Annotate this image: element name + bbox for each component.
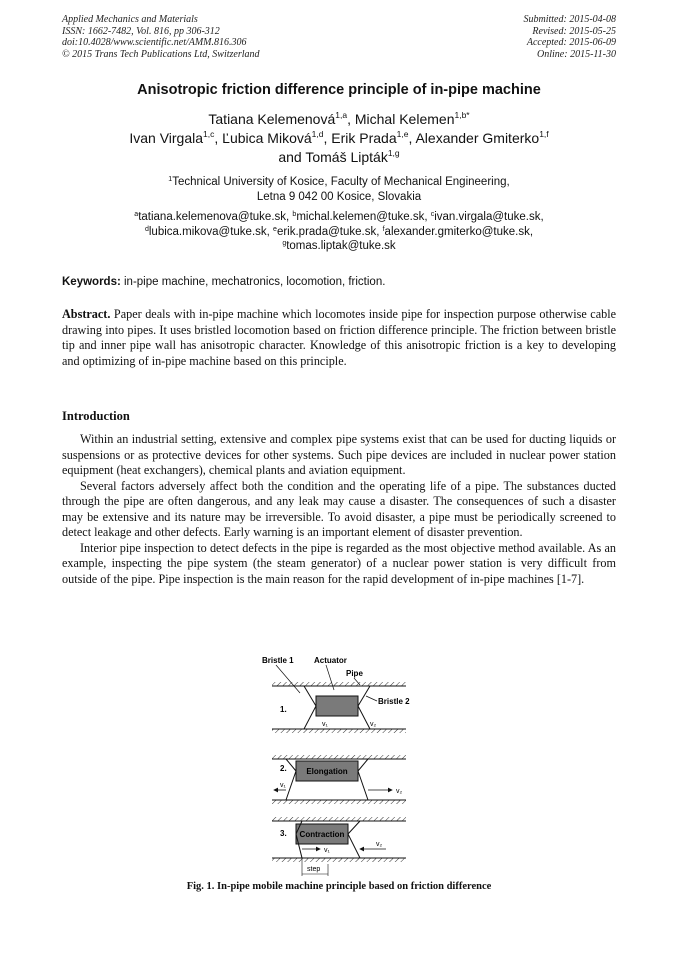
author-sup: 1,f	[539, 129, 549, 139]
author-sup: 1,e	[396, 129, 409, 139]
author-name: Tomáš Lipták	[305, 149, 388, 165]
stage-1	[272, 682, 410, 733]
abstract-label: Abstract.	[62, 307, 111, 321]
email-link[interactable]: alexander.gmiterko@tuke.sk	[384, 225, 530, 238]
author-name: Ľubica Miková	[222, 130, 312, 146]
affiliation-line1: Technical University of Kosice, Faculty of Mechanical Engineering,	[172, 176, 510, 188]
abstract-text: Paper deals with in-pipe machine which locomotes inside pipe for inspection purpose otherwise cable drawing into pipes. It uses bristled locomotion based on friction difference principle. The friction between bristle tip and inner pipe wall has anisotropic character. Knowledge of this anisotropic friction is a key to developing and optimizing of in-pipe machine based on this principle.	[62, 307, 616, 368]
label-actuator: Actuator	[314, 656, 347, 665]
author-sup: 1,c	[203, 129, 215, 139]
affiliation	[40, 175, 638, 205]
stage-number: 2.	[280, 764, 287, 773]
author-name: Erik Prada	[331, 130, 397, 146]
paragraph: Interior pipe inspection to detect defects in the pipe is regarded as the most objective method available. As an example, inspecting the pipe system (the steam generator) of a nuclear power station is very difficult from outside of the pipe. Pipe inspection is the main reason for the rapid development of in-pipe machines [1-7].	[62, 540, 616, 586]
author-name: Alexander Gmiterko	[415, 130, 540, 146]
email-link[interactable]: tomas.liptak@tuke.sk	[286, 240, 396, 252]
stage-number: 3.	[280, 829, 287, 838]
author-sup: 1,g	[387, 148, 400, 158]
paragraph: Within an industrial setting, extensive and complex pipe systems exist that can be used for ducting liquids or suspensions or as protective devices for other systems. Such pipe devices are included in nuclear power station equipment (heat exchangers), chemical plants and aviation equipment.	[62, 432, 616, 477]
figure-diagram	[256, 650, 416, 878]
stage-box-label: Contraction	[299, 830, 345, 839]
keywords-label: Keywords:	[62, 276, 121, 288]
velocity-label: v₁	[324, 847, 330, 854]
author-list	[40, 110, 638, 167]
email-link[interactable]: erik.prada@tuke.sk	[276, 225, 377, 238]
date-accepted: Accepted: 2015-06-09	[526, 37, 616, 48]
label-bristle1: Bristle 1	[262, 656, 294, 665]
date-online: Online: 2015-11-30	[537, 48, 616, 60]
label-step: step	[307, 866, 321, 873]
date-submitted: Submitted: 2015-04-08	[523, 14, 616, 25]
author-name: Ivan Virgala	[129, 130, 204, 146]
journal-doi: doi:10.4028/www.scientific.net/AMM.816.306	[62, 37, 247, 48]
author-name: Tatiana Kelemenová	[208, 111, 336, 127]
email-link[interactable]: tatiana.kelemenova@tuke.sk	[138, 211, 287, 223]
label-bristle2: Bristle 2	[378, 697, 410, 706]
velocity-label: v₂	[376, 841, 383, 848]
velocity-label: v₁	[280, 782, 286, 789]
velocity-label: v₂	[396, 788, 403, 795]
email-link[interactable]: ivan.virgala@tuke.sk	[434, 211, 541, 223]
velocity-label: v₁	[322, 721, 328, 728]
author-line: and Tomáš Lipták$^{1,g}$	[278, 148, 400, 165]
affiliation-sup: 1	[168, 176, 173, 183]
abstract	[62, 307, 616, 369]
email-link[interactable]: michal.kelemen@tuke.sk	[296, 211, 425, 223]
author-line: Tatiana Kelemenová$^{1,a}$, Michal Kelemen$^{1,b*}$	[208, 110, 470, 127]
date-revised: Revised: 2015-05-25	[532, 25, 616, 37]
author-line: Ivan Virgala$^{1,c}$, Ľubica Miková$^{1,d}$, Erik Prada$^{1,e}$, Alexander Gmiterko$^{1,f}$	[129, 129, 549, 146]
figure-caption: Fig. 1. In-pipe mobile machine principle based on friction difference	[186, 881, 492, 892]
stage-box-label: Elongation	[306, 767, 348, 776]
paper-title: Anisotropic friction difference principle of in-pipe machine	[137, 82, 541, 98]
introduction-body	[62, 432, 616, 587]
journal-name: Applied Mechanics and Materials	[62, 14, 198, 25]
author-sup: 1,a	[335, 110, 348, 120]
keywords	[62, 276, 616, 288]
author-sup: 1,b*	[454, 110, 470, 120]
stage-2	[272, 755, 406, 804]
paragraph: Several factors adversely affect both the condition and the operating life of a pipe. The substances ducted through the pipe are often dangerous, and any leak may cause a disaster. The consequences of such a disaster may be extensive and its nature may be irreversible. To avoid disaster, a pipe must be periodically screened to detect leakage and other defects. Early warning is an important element of disaster prevention.	[62, 478, 616, 539]
stage-3	[272, 817, 406, 876]
keywords-text: in-pipe machine, mechatronics, locomotion, friction.	[120, 276, 386, 288]
email-list: $^a$tatiana.kelemenova@tuke.sk, $^b$michal.kelemen@tuke.sk, $^c$ivan.virgala@tuke.sk, $^d$lubica.mikova@tuke.sk, $^e$erik.prada@tuke.sk, $^f$alexander.gmiterko@tuke.sk, $^g$tomas.liptak@tuke.sk	[134, 211, 544, 252]
publication-dates	[524, 14, 617, 60]
section-title: Introduction	[62, 409, 130, 423]
journal-issn: ISSN: 1662-7482, Vol. 816, pp 306-312	[62, 25, 220, 37]
affiliation-line2: Letna 9 042 00 Kosice, Slovakia	[256, 191, 422, 203]
journal-info	[62, 14, 260, 60]
journal-copyright: © 2015 Trans Tech Publications Ltd, Switzerland	[62, 48, 260, 60]
email-link[interactable]: lubica.mikova@tuke.sk	[148, 225, 267, 238]
author-sup: 1,d	[311, 129, 324, 139]
velocity-label: v₂	[370, 721, 377, 728]
label-pipe: Pipe	[346, 669, 363, 678]
stage-number: 1.	[280, 705, 287, 714]
author-name: Michal Kelemen	[354, 111, 455, 127]
